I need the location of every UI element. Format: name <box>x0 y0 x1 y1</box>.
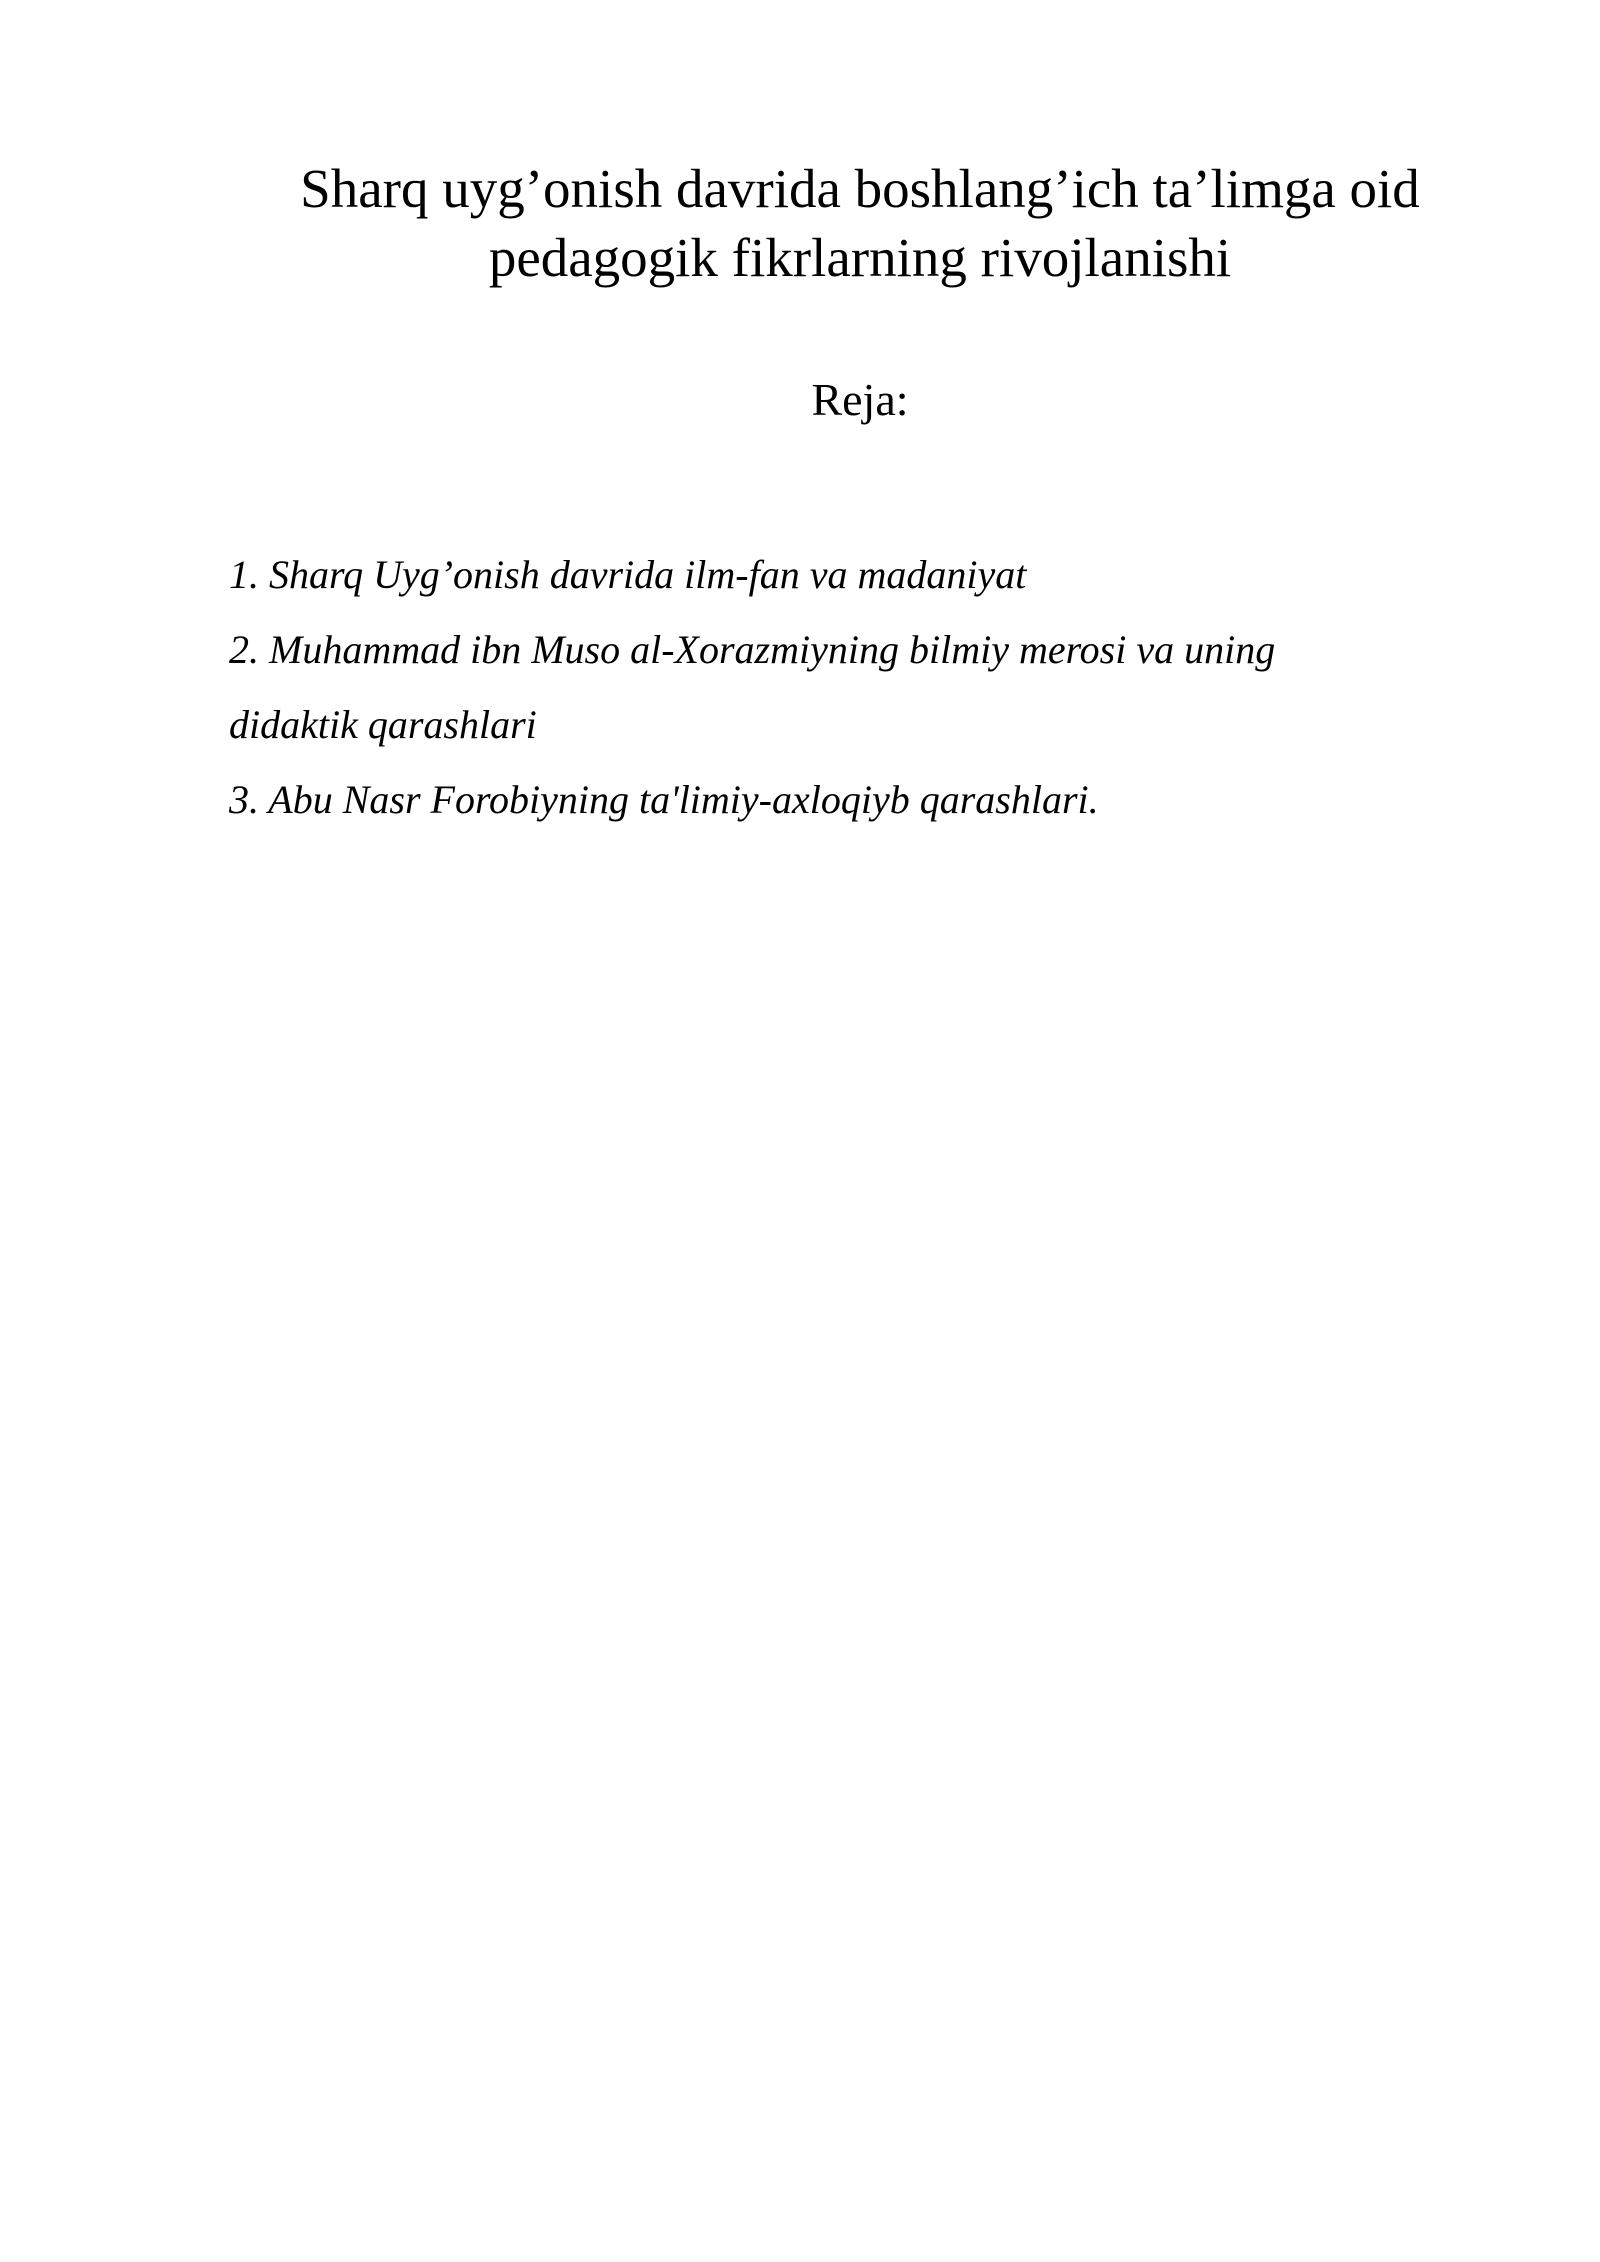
plan-item-3: 3. Abu Nasr Forobiyning ta'limiy-axloqiyb qarashlari. <box>229 777 1099 822</box>
plan-item-2: 2. Muhammad ibn Muso al-Xorazmiyning bilmiy merosi va uning didaktik qarashlari <box>229 627 1276 747</box>
document-title <box>230 154 1490 292</box>
plan-list <box>229 537 1409 837</box>
title-line-1: Sharq uyg’onish davrida boshlang’ich ta’limga oid <box>300 158 1420 219</box>
plan-heading: Reja: <box>811 374 909 425</box>
plan-item-1: 1. Sharq Uyg’onish davrida ilm-fan va madaniyat <box>229 552 1027 597</box>
title-line-2: pedagogik fikrlarning rivojlanishi <box>488 227 1232 288</box>
